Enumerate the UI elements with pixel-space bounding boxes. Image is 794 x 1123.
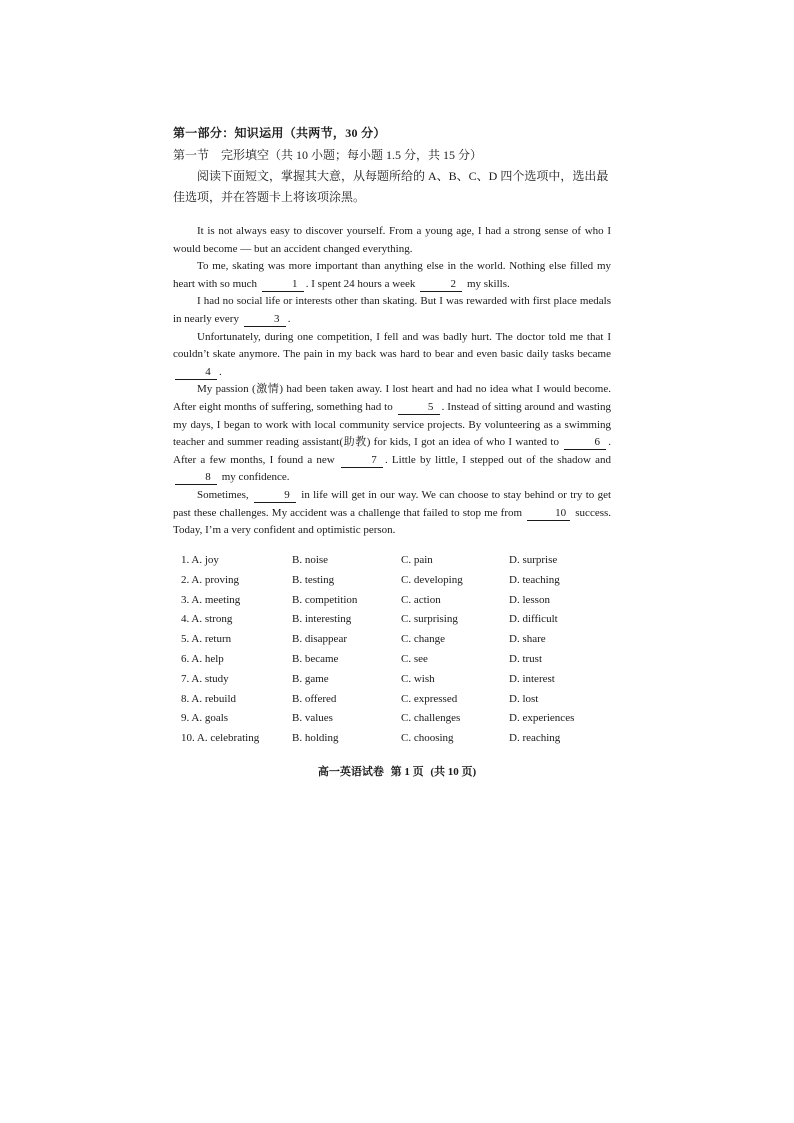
question-row xyxy=(181,613,611,633)
paragraph-4 xyxy=(173,329,611,382)
question-row xyxy=(181,554,611,574)
option-c: C. wish xyxy=(401,672,435,685)
passage-text: To me, skating was more important than anything else in the world. Nothing else filled my heart with so much xyxy=(173,260,611,290)
option-a: 1. A. joy xyxy=(181,554,219,566)
option-d: D. trust xyxy=(509,652,542,665)
option-b: B. competition xyxy=(292,593,358,606)
blank-6: 6 xyxy=(564,436,606,450)
option-a: 3. A. meeting xyxy=(181,593,241,606)
option-d: D. reaching xyxy=(509,732,561,745)
blank-7: 7 xyxy=(341,454,383,468)
option-b: B. holding xyxy=(292,732,339,745)
option-c: C. see xyxy=(401,652,428,665)
question-row xyxy=(181,574,611,594)
passage-text: Sometimes, xyxy=(197,488,249,501)
blank-5: 5 xyxy=(398,401,440,415)
passage-text: Unfortunately, during one competition, I fell and was badly hurt. The doctor told me that I couldn’t skate anymore. The pain in my back was hard to bear and even basic daily tasks became xyxy=(173,330,611,361)
passage-text: . xyxy=(287,312,291,325)
option-c: C. developing xyxy=(401,573,463,586)
passage-text: in life will get in our way. We can choose to stay behind or try to get past these challenges. My accident was a challenge that failed to stop me from xyxy=(173,488,612,519)
question-row xyxy=(181,633,611,653)
option-d: D. difficult xyxy=(509,613,558,626)
question-row xyxy=(181,673,611,693)
passage-text: . I spent 24 hours a week xyxy=(305,277,416,290)
paragraph-6 xyxy=(173,487,611,540)
option-d: D. lost xyxy=(509,692,539,705)
blank-9: 9 xyxy=(254,489,296,503)
passage-text: . xyxy=(219,365,222,378)
footer-subject: 高一英语试卷 xyxy=(317,766,384,778)
option-b: B. testing xyxy=(292,573,335,586)
paragraph-1: It is not always easy to discover yourself. From a young age, I had a strong sense of who I would become — but an accident changed everything. xyxy=(173,225,611,255)
passage-text: . Little by little, I stepped out of the shadow and xyxy=(384,453,611,466)
passage-text: . After a few months, I found a new xyxy=(173,436,611,466)
option-d: D. experiences xyxy=(509,712,575,725)
option-d: D. teaching xyxy=(509,573,560,586)
question-row xyxy=(181,594,611,614)
cloze-passage xyxy=(173,223,611,540)
footer-page-total: (共 10 页) xyxy=(430,766,477,778)
sub-section-title: 第一节 完形填空（共 10 小题；每小题 1.5 分，共 15 分） xyxy=(173,148,483,162)
blank-4: 4 xyxy=(175,366,217,380)
option-a: 7. A. study xyxy=(181,672,229,685)
option-d: D. surprise xyxy=(509,554,558,566)
option-d: D. interest xyxy=(509,672,555,685)
option-a: 9. A. goals xyxy=(181,712,229,725)
option-a: 5. A. return xyxy=(181,633,232,646)
blank-10: 10 xyxy=(527,507,570,521)
option-a: 8. A. rebuild xyxy=(181,692,236,705)
paragraph-3 xyxy=(173,293,611,328)
question-row xyxy=(181,693,611,713)
option-c: C. choosing xyxy=(401,732,454,745)
option-a: 10. A. celebrating xyxy=(181,732,260,745)
option-c: C. expressed xyxy=(401,692,458,705)
option-b: B. offered xyxy=(292,692,337,705)
blank-1: 1 xyxy=(262,278,304,292)
passage-text: success. Today, I’m a very confident and optimistic person. xyxy=(173,506,612,537)
option-d: D. lesson xyxy=(509,593,550,606)
option-b: B. noise xyxy=(292,554,329,566)
answer-options xyxy=(181,554,611,752)
blank-3: 3 xyxy=(244,313,286,327)
option-b: B. became xyxy=(292,652,339,665)
passage-text: my confidence. xyxy=(221,471,290,484)
question-row xyxy=(181,712,611,732)
option-c: C. pain xyxy=(401,554,433,566)
option-a: 2. A. proving xyxy=(181,573,240,586)
passage-text: my skills. xyxy=(466,277,510,290)
question-row xyxy=(181,653,611,673)
option-b: B. game xyxy=(292,672,329,685)
option-d: D. share xyxy=(509,633,546,646)
option-b: B. interesting xyxy=(292,613,352,626)
paragraph-2 xyxy=(173,258,611,293)
option-c: C. change xyxy=(401,633,445,646)
option-a: 6. A. help xyxy=(181,652,224,665)
instruction-text: 阅读下面短文，掌握其大意，从每题所给的 A、B、C、D 四个选项中，选出最佳选项，并在答题卡上将该项涂黑。 xyxy=(173,169,609,204)
blank-8: 8 xyxy=(175,471,217,485)
option-a: 4. A. strong xyxy=(181,613,233,626)
passage-text: . Instead of sitting around and wasting my days, I began to work with local community service projects. By volunteering as a swimming teacher and summer reading assistant(助教) for kids, I got an idea of who I wanted to xyxy=(173,400,611,449)
option-b: B. values xyxy=(292,712,333,725)
option-b: B. disappear xyxy=(292,633,347,646)
question-row xyxy=(181,732,611,752)
passage-text: I had no social life or interests other than skating. But I was rewarded with first place medals in nearly every xyxy=(173,295,611,325)
footer-page-number: 第 1 页 xyxy=(390,766,424,778)
paragraph-5 xyxy=(173,381,611,487)
option-c: C. action xyxy=(401,593,441,606)
option-c: C. surprising xyxy=(401,613,458,626)
option-c: C. challenges xyxy=(401,712,461,725)
blank-2: 2 xyxy=(420,278,462,292)
section-title: 第一部分：知识运用（共两节，30 分） xyxy=(173,126,386,140)
page-footer xyxy=(0,763,794,779)
passage-text: My passion (激情) had been taken away. I lost heart and had no idea what I would become. After eight months of suffering, something had to xyxy=(173,383,611,413)
